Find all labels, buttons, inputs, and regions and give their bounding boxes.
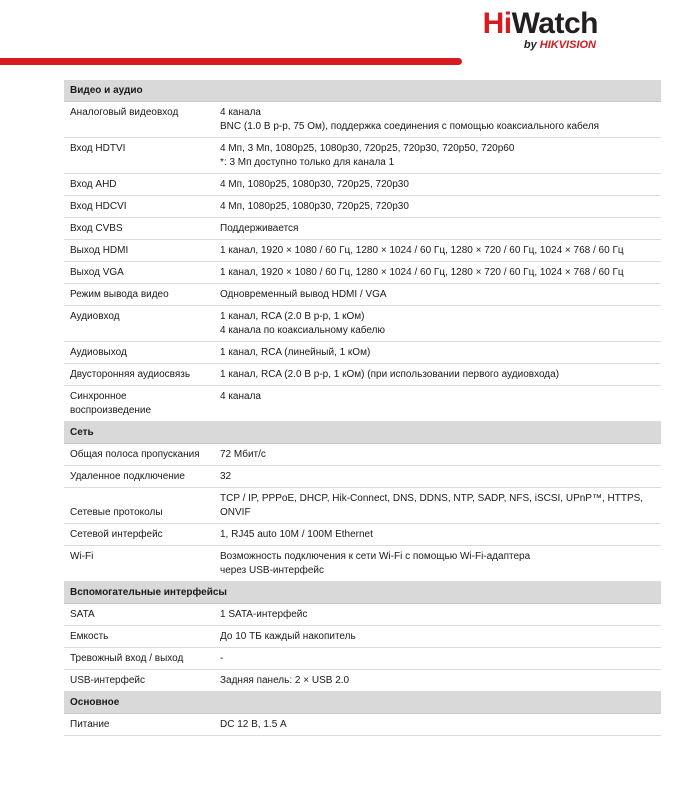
spec-row: [64, 648, 661, 670]
section-header: [64, 80, 661, 102]
logo-byline: [483, 39, 596, 51]
section-title: Основное: [64, 692, 661, 714]
spec-row: [64, 174, 661, 196]
spec-value-line: 4 канала: [220, 391, 261, 402]
spec-row: [64, 466, 661, 488]
hiwatch-logo: [483, 8, 598, 51]
spec-label: Выход VGA: [64, 262, 214, 284]
spec-row: [64, 444, 661, 466]
spec-value-line: Задняя панель: 2 × USB 2.0: [220, 675, 350, 686]
spec-value-line: До 10 ТБ каждый накопитель: [220, 631, 356, 642]
spec-value: [214, 174, 661, 196]
spec-row: [64, 714, 661, 736]
spec-label: Аудиовход: [64, 306, 214, 342]
spec-label: Режим вывода видео: [64, 284, 214, 306]
spec-value-line: 1 SATA-интерфейс: [220, 609, 308, 620]
spec-value: [214, 714, 661, 736]
spec-table-body: [64, 80, 661, 736]
spec-value: [214, 444, 661, 466]
spec-label: Двусторонняя аудиосвязь: [64, 364, 214, 386]
spec-value: [214, 102, 661, 138]
spec-value: [214, 524, 661, 546]
section-title: Сеть: [64, 422, 661, 444]
spec-value: [214, 240, 661, 262]
spec-label: Емкость: [64, 626, 214, 648]
spec-value-line: 1 канал, RCA (2.0 В p-p, 1 кОм): [220, 311, 365, 322]
spec-label: SATA: [64, 604, 214, 626]
spec-value-line: -: [220, 653, 224, 664]
spec-value: [214, 306, 661, 342]
spec-label: Синхронное воспроизведение: [64, 386, 214, 422]
spec-value-line: 1 канал, 1920 × 1080 / 60 Гц, 1280 × 1024 / 60 Гц, 1280 × 720 / 60 Гц, 1024 × 768 / 60 Гц: [220, 245, 624, 256]
logo-watch: Watch: [511, 7, 598, 40]
spec-value-line: Поддерживается: [220, 223, 299, 234]
spec-value: [214, 626, 661, 648]
spec-value: [214, 342, 661, 364]
logo-hikvision: HIKVISION: [539, 39, 596, 51]
spec-value-line: 1 канал, RCA (линейный, 1 кОм): [220, 347, 371, 358]
spec-row: [64, 284, 661, 306]
spec-value: [214, 670, 661, 692]
spec-label: Wi-Fi: [64, 546, 214, 582]
spec-value-line: 4 канала по коаксиальному кабелю: [220, 325, 385, 336]
spec-value-line: DC 12 В, 1.5 А: [220, 719, 287, 730]
spec-label: Вход HDTVI: [64, 138, 214, 174]
spec-value: [214, 196, 661, 218]
spec-value: [214, 466, 661, 488]
spec-label: Питание: [64, 714, 214, 736]
spec-row: [64, 196, 661, 218]
spec-value: [214, 364, 661, 386]
spec-value-line: 1, RJ45 auto 10M / 100M Ethernet: [220, 529, 373, 540]
spec-table: [64, 80, 661, 736]
spec-value-line: TCP / IP, PPPoE, DHCP, Hik-Connect, DNS, DDNS, NTP, SADP, NFS, iSCSI, UPnP™, HTTPS, ONVIF: [220, 493, 644, 518]
spec-label: Сетевые протоколы: [64, 488, 214, 524]
section-header: [64, 422, 661, 444]
spec-value: [214, 284, 661, 306]
spec-value-line: 4 Мп, 1080p25, 1080p30, 720p25, 720p30: [220, 179, 409, 190]
spec-row: [64, 218, 661, 240]
spec-value: [214, 138, 661, 174]
spec-row: [64, 524, 661, 546]
spec-value-line: 4 Мп, 3 Мп, 1080p25, 1080p30, 720p25, 720p30, 720p50, 720p60: [220, 143, 515, 154]
spec-value-line: 4 канала: [220, 107, 261, 118]
spec-row: [64, 626, 661, 648]
spec-value: [214, 488, 661, 524]
spec-row: [64, 604, 661, 626]
spec-row: [64, 240, 661, 262]
spec-value: [214, 546, 661, 582]
spec-value-line: Одновременный вывод HDMI / VGA: [220, 289, 387, 300]
section-title: Вспомогательные интерфейсы: [64, 582, 661, 604]
spec-row: [64, 488, 661, 524]
spec-value: [214, 604, 661, 626]
spec-value-line: 1 канал, RCA (2.0 В p-p, 1 кОм) (при использовании первого аудиовхода): [220, 369, 560, 380]
spec-label: USB-интерфейс: [64, 670, 214, 692]
spec-label: Аналоговый видеовход: [64, 102, 214, 138]
header-red-bar: [0, 58, 462, 65]
spec-value: [214, 262, 661, 284]
spec-row: [64, 262, 661, 284]
section-title: Видео и аудио: [64, 80, 661, 102]
spec-value: [214, 648, 661, 670]
spec-label: Общая полоса пропускания: [64, 444, 214, 466]
section-header: [64, 582, 661, 604]
spec-row: [64, 102, 661, 138]
spec-value-line: Возможность подключения к сети Wi-Fi с помощью Wi-Fi-адаптера: [220, 551, 531, 562]
spec-row: [64, 306, 661, 342]
logo-by: by: [523, 39, 540, 51]
spec-label: Выход HDMI: [64, 240, 214, 262]
spec-value-line: 4 Мп, 1080p25, 1080p30, 720p25, 720p30: [220, 201, 409, 212]
spec-row: [64, 342, 661, 364]
spec-value: [214, 218, 661, 240]
spec-label: Сетевой интерфейс: [64, 524, 214, 546]
logo-hi: Hi: [482, 7, 512, 40]
spec-label: Вход CVBS: [64, 218, 214, 240]
spec-value-line: через USB-интерфейс: [220, 565, 325, 576]
spec-label: Удаленное подключение: [64, 466, 214, 488]
spec-value-line: BNC (1.0 В p-p, 75 Ом), поддержка соединения с помощью коаксиального кабеля: [220, 121, 600, 132]
section-header: [64, 692, 661, 714]
spec-value-line: 1 канал, 1920 × 1080 / 60 Гц, 1280 × 1024 / 60 Гц, 1280 × 720 / 60 Гц, 1024 × 768 / 60 Гц: [220, 267, 624, 278]
spec-row: [64, 138, 661, 174]
spec-value-line: *: 3 Мп доступно только для канала 1: [220, 157, 395, 168]
spec-value-line: 32: [220, 471, 232, 482]
spec-value-line: 72 Мбит/с: [220, 449, 266, 460]
spec-row: [64, 670, 661, 692]
spec-row: [64, 546, 661, 582]
spec-label: Аудиовыход: [64, 342, 214, 364]
logo-wordmark: [483, 8, 598, 40]
spec-row: [64, 386, 661, 422]
spec-label: Вход AHD: [64, 174, 214, 196]
spec-row: [64, 364, 661, 386]
spec-label: Вход HDCVI: [64, 196, 214, 218]
spec-value: [214, 386, 661, 422]
spec-label: Тревожный вход / выход: [64, 648, 214, 670]
